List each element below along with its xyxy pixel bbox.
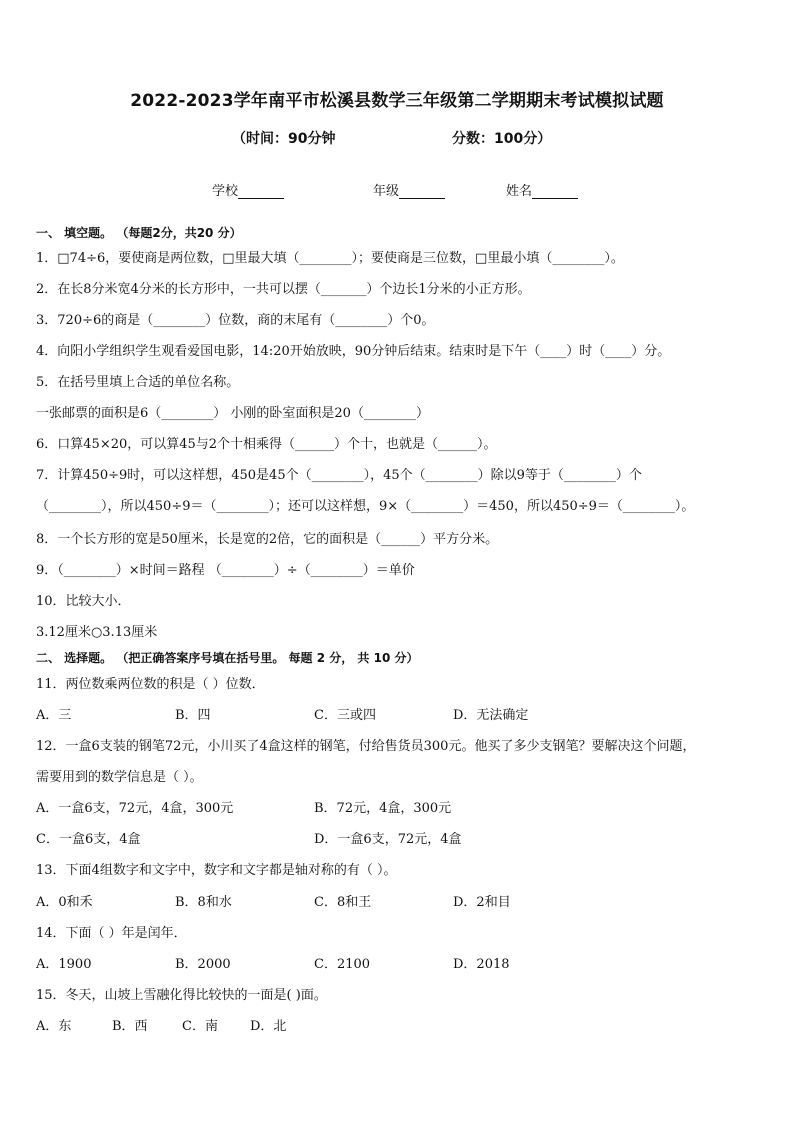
school-blank[interactable] — [238, 185, 284, 199]
question-5: 5．在括号里填上合适的单位名称。 — [36, 375, 240, 390]
q11-option-b: B．四 — [175, 708, 211, 723]
question-14: 14．下面（ ）年是闰年． — [36, 926, 187, 941]
grade-label: 年级 — [373, 184, 400, 199]
q15-option-c: C．南 — [182, 1019, 218, 1034]
q14-option-d: D．2018 — [453, 957, 510, 972]
q14-option-b: B．2000 — [175, 957, 231, 972]
name-blank[interactable] — [532, 185, 578, 199]
exam-score: 分数：100分） — [452, 131, 552, 147]
q11-option-d: D．无法确定 — [453, 708, 529, 723]
question-7-line-2: （________），所以450÷9＝（________）；还可以这样想，9×（________）＝450，所以450÷9＝（________）。 — [36, 499, 695, 514]
q12-option-d: D．一盒6支，72元，4盒 — [314, 832, 462, 847]
q14-option-a: A．1900 — [36, 957, 92, 972]
question-12-line-1: 12．一盒6支装的钢笔72元，小川买了4盒这样的钢笔，付给售货员300元。他买了多少支钢笔？要解决这个问题， — [36, 739, 696, 754]
q14-option-c: C．2100 — [314, 957, 371, 972]
question-13: 13．下面4组数字和文字中，数字和文字都是轴对称的有（ ）。 — [36, 863, 397, 878]
question-7-line-1: 7．计算450÷9时，可以这样想，450是45个（________），45个（________）除以9等于（________）个 — [36, 468, 642, 483]
q13-option-a: A．0和禾 — [36, 895, 93, 910]
name-label: 姓名 — [506, 184, 533, 199]
question-5-detail: 一张邮票的面积是6（________） 小刚的卧室面积是20（________） — [36, 406, 429, 421]
q12-option-b: B．72元，4盒，300元 — [314, 801, 452, 816]
question-3: 3．720÷6的商是（________）位数，商的末尾有（________）个0。 — [36, 313, 435, 328]
question-8: 8．一个长方形的宽是50厘米，长是宽的2倍，它的面积是（______）平方分米。 — [36, 532, 499, 547]
question-4: 4．向阳小学组织学生观看爱国电影，14:20开始放映，90分钟后结束。结束时是下午（____）时（____）分。 — [36, 344, 671, 359]
grade-blank[interactable] — [399, 185, 445, 199]
q13-option-b: B．8和水 — [175, 895, 232, 910]
question-2: 2．在长8分米宽4分米的长方形中，一共可以摆（_______）个边长1分米的小正方形。 — [36, 282, 531, 297]
exam-time: （时间：90分钟 — [232, 131, 336, 147]
question-6: 6．口算45×20，可以算45与2个十相乘得（______）个十，也就是（______）。 — [36, 437, 497, 452]
school-field — [212, 180, 284, 199]
name-field — [506, 180, 578, 199]
q15-option-b: B．西 — [112, 1019, 148, 1034]
section2-heading: 二、 选择题。 （把正确答案序号填在括号里。 每题 2 分， 共 10 分） — [36, 651, 419, 665]
question-15: 15．冬天，山坡上雪融化得比较快的一面是( )面。 — [36, 988, 327, 1003]
question-11: 11．两位数乘两位数的积是（ ）位数． — [36, 677, 265, 692]
q15-option-a: A．东 — [36, 1019, 72, 1034]
question-1: 1．□74÷6，要使商是两位数，□里最大填（________）；要使商是三位数，□里最小填（________）。 — [36, 251, 624, 266]
section1-heading: 一、 填空题。 （每题2分，共20 分） — [36, 226, 242, 240]
question-10-detail: 3.12厘米○3.13厘米 — [36, 625, 158, 640]
school-label: 学校 — [212, 184, 239, 199]
q12-option-c: C．一盒6支，4盒 — [36, 832, 141, 847]
question-9: 9．（________）×时间＝路程 （________）÷（________）＝单价 — [36, 563, 415, 578]
q12-option-a: A．一盒6支，72元，4盒，300元 — [36, 801, 234, 816]
q13-option-d: D．2和目 — [453, 895, 511, 910]
q11-option-c: C．三或四 — [314, 708, 376, 723]
question-12-line-2: 需要用到的数学信息是（ ）。 — [36, 770, 203, 785]
exam-title: 2022-2023学年南平市松溪县数学三年级第二学期期末考试模拟试题 — [130, 91, 664, 111]
q15-option-d: D．北 — [250, 1019, 287, 1034]
q11-option-a: A．三 — [36, 708, 72, 723]
grade-field — [373, 180, 445, 199]
question-10: 10．比较大小． — [36, 594, 131, 609]
q13-option-c: C．8和王 — [314, 895, 372, 910]
